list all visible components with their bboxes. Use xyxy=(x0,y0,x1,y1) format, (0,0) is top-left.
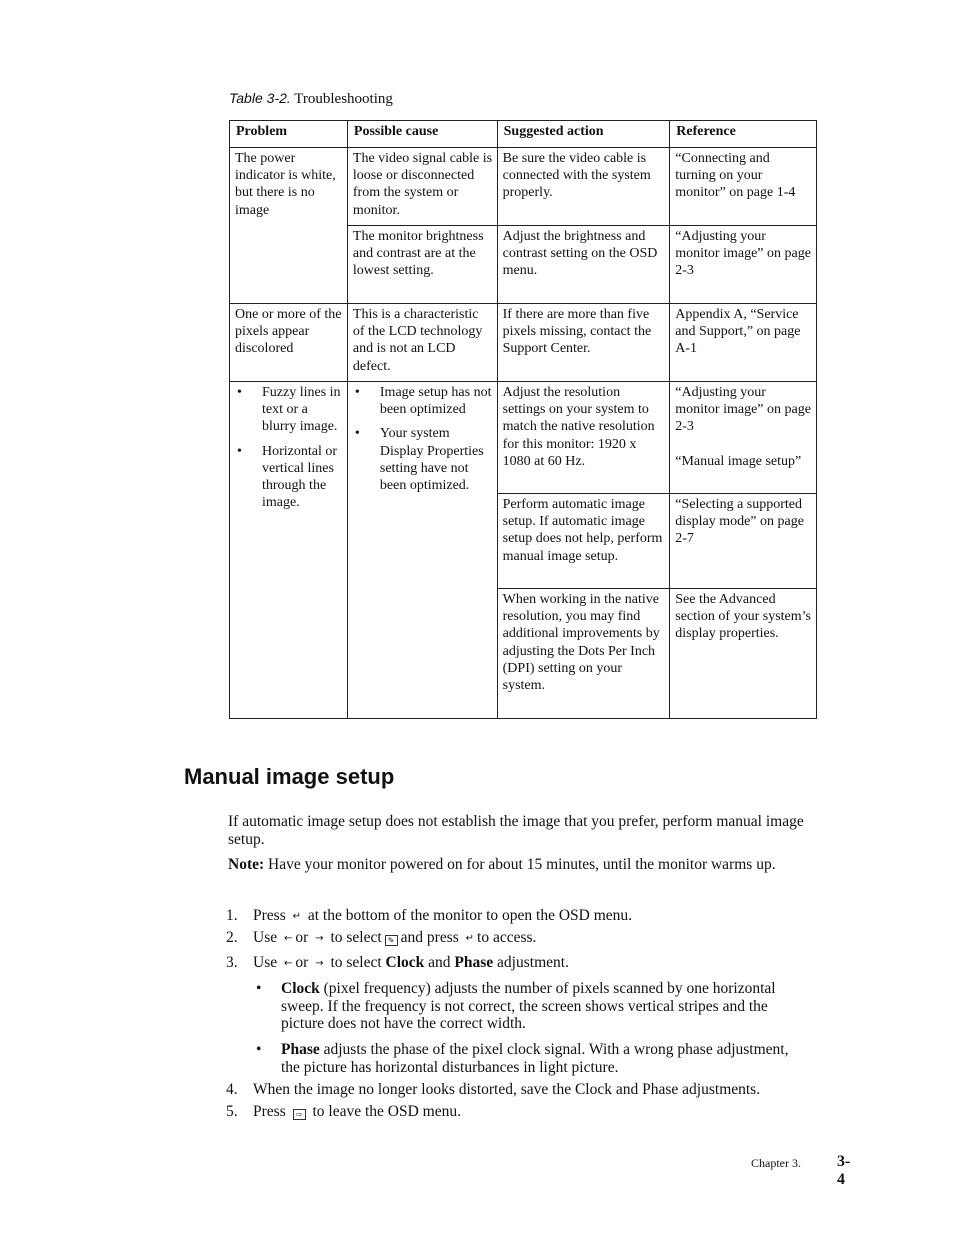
troubleshooting-table xyxy=(229,120,817,719)
table-cell-problem: The power indicator is white, but there is no image xyxy=(230,148,348,304)
header-suggested-action: Suggested action xyxy=(497,121,670,148)
page-footer xyxy=(751,1153,851,1188)
step-number: 5. xyxy=(226,1103,238,1120)
step-text: adjustment. xyxy=(497,954,569,971)
step-text: to access. xyxy=(477,929,537,946)
table-row xyxy=(230,148,817,226)
table-caption-title: Troubleshooting xyxy=(294,91,393,107)
table-cell-action: Perform automatic image setup. If automatic image setup does not help, perform manual image setup. xyxy=(497,494,670,589)
step-text: or xyxy=(295,954,309,971)
clock-label: Clock xyxy=(281,980,320,997)
table-cell-action: If there are more than five pixels missing, contact the Support Center. xyxy=(497,304,670,382)
step-text: Press xyxy=(253,1103,286,1120)
step-text: and xyxy=(428,954,451,971)
step-text: at the bottom of the monitor to open the OSD menu. xyxy=(307,907,633,924)
list-item: • Your system Display Properties setting have not been optimized. xyxy=(353,425,493,494)
table-cell-cause: The monitor brightness and contrast are at the lowest setting. xyxy=(347,226,497,304)
step-text: Use xyxy=(253,954,278,971)
note-text: Have your monitor powered on for about 15 minutes, until the monitor warms up. xyxy=(264,856,776,873)
table-cell-cause xyxy=(347,382,497,719)
reference-text[interactable]: “Adjusting your monitor image” on page 2-3 xyxy=(675,385,811,435)
table-cell-problem: One or more of the pixels appear discolored xyxy=(230,304,348,382)
chapter-label: Chapter 3. xyxy=(751,1156,801,1170)
header-possible-cause: Possible cause xyxy=(347,121,497,148)
table-cell-reference[interactable]: “Connecting and turning on your monitor” on page 1-4 xyxy=(670,148,817,226)
step-text: to select xyxy=(330,929,382,946)
step-text: Use xyxy=(253,929,278,946)
table-row xyxy=(230,382,817,494)
step-text: and press xyxy=(400,929,459,946)
exit-icon: ⇨ xyxy=(293,1109,306,1120)
right-arrow-icon: → xyxy=(315,958,324,969)
table-cell-cause: The video signal cable is loose or disconnected from the system or monitor. xyxy=(347,148,497,226)
table-cell-cause: This is a characteristic of the LCD technology and is not an LCD defect. xyxy=(347,304,497,382)
list-item: • Fuzzy lines in text or a blurry image. xyxy=(235,384,343,436)
table-caption-label: Table 3-2. xyxy=(229,90,291,106)
clock-term: Clock xyxy=(385,954,425,971)
left-arrow-icon: ← xyxy=(283,958,293,969)
step-text: or xyxy=(295,929,309,946)
page-number: 3-4 xyxy=(837,1153,851,1188)
phase-description: adjusts the phase of the pixel clock signal. With a wrong phase adjustment, the picture has horizontal disturbances in light picture. xyxy=(281,1041,789,1076)
table-cell-problem xyxy=(230,382,348,719)
clock-description: (pixel frequency) adjusts the number of pixels scanned by one horizontal sweep. If the frequency is not correct, the screen shows vertical stripes and the picture does not have the correct width. xyxy=(281,980,776,1032)
right-arrow-icon: → xyxy=(315,933,324,944)
reference-text[interactable]: “Manual image setup” xyxy=(675,453,802,469)
table-cell-reference[interactable]: Appendix A, “Service and Support,” on page A-1 xyxy=(670,304,817,382)
step-number: 4. xyxy=(226,1081,238,1098)
left-arrow-icon: ← xyxy=(283,933,293,944)
enter-icon: ↵ xyxy=(292,911,301,922)
table-cell-reference[interactable] xyxy=(670,382,817,494)
bullet-dot: • xyxy=(256,980,262,997)
table-cell-reference[interactable]: “Adjusting your monitor image” on page 2-3 xyxy=(670,226,817,304)
table-cell-action: Be sure the video cable is connected with the system properly. xyxy=(497,148,670,226)
enter-icon: ↵ xyxy=(465,933,475,944)
table-cell-reference[interactable]: “Selecting a supported display mode” on page 2-7 xyxy=(670,494,817,589)
table-caption xyxy=(229,90,393,108)
step-text: When the image no longer looks distorted, save the Clock and Phase adjustments. xyxy=(253,1081,761,1098)
problem-list xyxy=(235,384,343,511)
step-number: 1. xyxy=(226,907,238,924)
header-problem: Problem xyxy=(230,121,348,148)
step-text: Press xyxy=(253,907,286,924)
note-label: Note: xyxy=(228,856,265,873)
intro-paragraph: If automatic image setup does not establish the image that you prefer, perform manual image setup. xyxy=(228,813,804,848)
bullet-dot: • xyxy=(256,1041,262,1058)
section-heading: Manual image setup xyxy=(184,764,395,789)
image-setup-icon: ✎ xyxy=(385,935,398,946)
header-reference: Reference xyxy=(670,121,817,148)
cause-list xyxy=(353,384,493,494)
note-paragraph xyxy=(228,856,820,874)
list-item: • Image setup has not been optimized xyxy=(353,384,493,418)
step-text: to select xyxy=(330,954,382,971)
step-number: 2. xyxy=(226,929,238,946)
table-header-row xyxy=(230,121,817,148)
table-cell-reference: See the Advanced section of your system’s display properties. xyxy=(670,589,817,719)
list-item: • Horizontal or vertical lines through the image. xyxy=(235,443,343,512)
phase-term: Phase xyxy=(454,954,494,971)
step-number: 3. xyxy=(226,954,238,971)
table-cell-action: Adjust the resolution settings on your system to match the native resolution for this monitor: 1920 x 1080 at 60 Hz. xyxy=(497,382,670,494)
table-row xyxy=(230,304,817,382)
table-cell-action: When working in the native resolution, you may find additional improvements by adjusting the Dots Per Inch (DPI) setting on your system. xyxy=(497,589,670,719)
step-text: to leave the OSD menu. xyxy=(312,1103,461,1120)
table-cell-action: Adjust the brightness and contrast setting on the OSD menu. xyxy=(497,226,670,304)
phase-label: Phase xyxy=(281,1041,320,1058)
